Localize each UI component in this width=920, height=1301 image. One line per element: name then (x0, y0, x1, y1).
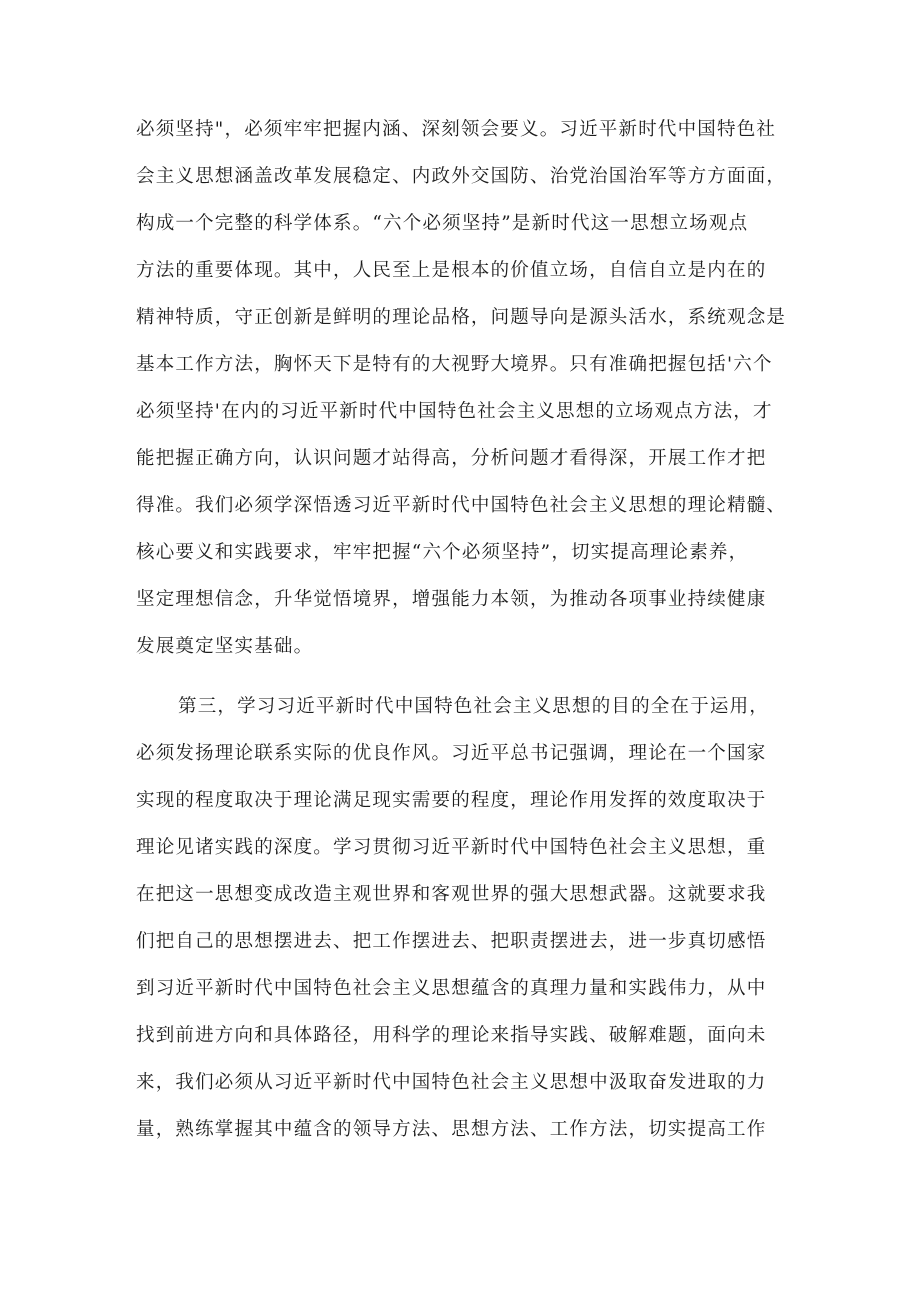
paragraph-1-line-3: 构成一个完整的科学体系。“六个必须坚持”是新时代这一思想立场观点 (136, 213, 749, 234)
paragraph-1-line-1: 必须坚持"，必须牢牢把握内涵、深刻领会要义。习近平新时代中国特色社 (136, 119, 777, 140)
paragraph-2-line-1: 第三，学习习近平新时代中国特色社会主义思想的目的全在于运用， (178, 696, 770, 717)
paragraph-2-line-5: 在把这一思想变成改造主观世界和客观世界的强大思想武器。这就要求我 (136, 884, 767, 905)
paragraph-2-line-3: 实现的程度取决于理论满足现实需要的程度，理论作用发挥的效度取决于 (136, 790, 767, 811)
paragraph-2-line-8: 找到前进方向和具体路径，用科学的理论来指导实践、破解难题，面向未 (136, 1025, 767, 1046)
paragraph-1-line-4: 方法的重要体现。其中，人民至上是根本的价值立场，自信自立是内在的 (136, 260, 767, 281)
paragraph-2-line-2: 必须发扬理论联系实际的优良作风。习近平总书记强调，理论在一个国家 (136, 743, 767, 764)
paragraph-1-line-9: 得准。我们必须学深悟透习近平新时代中国特色社会主义思想的理论精髓、 (136, 495, 787, 516)
paragraph-1-line-5: 精神特质，守正创新是鲜明的理论品格，问题导向是源头活水，系统观念是 (136, 307, 787, 328)
paragraph-1-line-10: 核心要义和实践要求，牢牢把握“六个必须坚持”，切实提高理论素养， (136, 542, 749, 563)
paragraph-1-line-2: 会主义思想涵盖改革发展稳定、内政外交国防、治党治国治军等方方面面， (136, 166, 787, 187)
paragraph-2-line-10: 量，熟练掌握其中蕴含的领导方法、思想方法、工作方法，切实提高工作 (136, 1119, 767, 1140)
paragraph-1-line-8: 能把握正确方向，认识问题才站得高，分析问题才看得深，开展工作才把 (136, 448, 767, 469)
paragraph-2-line-7: 到习近平新时代中国特色社会主义思想蕴含的真理力量和实践伟力，从中 (136, 978, 767, 999)
paragraph-1-line-12: 发展奠定坚实基础。 (136, 636, 314, 657)
paragraph-2-line-6: 们把自己的思想摆进去、把工作摆进去、把职责摆进去，进一步真切感悟 (136, 931, 767, 952)
paragraph-2-line-9: 来，我们必须从习近平新时代中国特色社会主义思想中汲取奋发进取的力 (136, 1072, 767, 1093)
paragraph-1-line-11: 坚定理想信念，升华觉悟境界，增强能力本领，为推动各项事业持续健康 (136, 589, 767, 610)
paragraph-1-line-6: 基本工作方法，胸怀天下是特有的大视野大境界。只有准确把握包括'六个 (136, 354, 773, 375)
paragraph-1-line-7: 必须坚持'在内的习近平新时代中国特色社会主义思想的立场观点方法，才 (136, 401, 773, 422)
paragraph-2-line-4: 理论见诸实践的深度。学习贯彻习近平新时代中国特色社会主义思想，重 (136, 837, 767, 858)
